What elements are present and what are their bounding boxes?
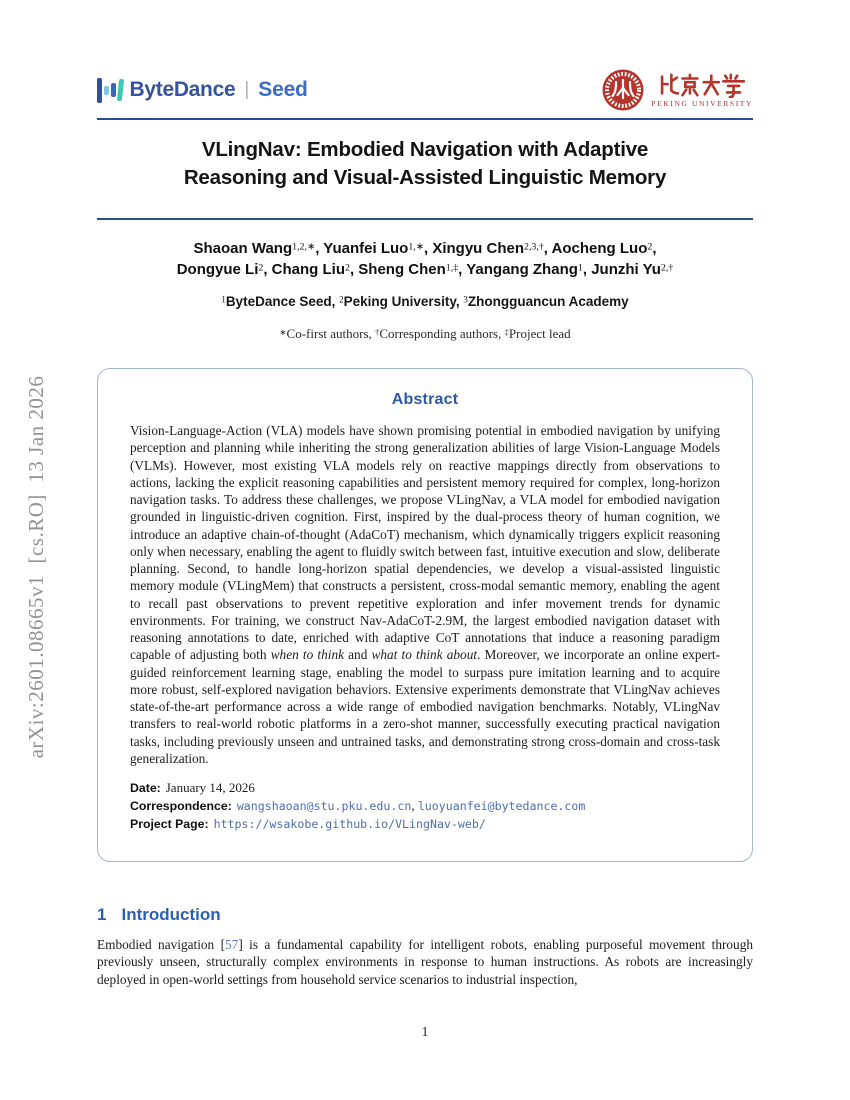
superscript-marker: 1 xyxy=(221,294,226,305)
text-segment: . Moreover, we incorporate an online expert-guided reinforcement learning stage, enabling the model to surpass pure imitation learning and to acquire more robust, self-explored navigation behaviors. Extensive experiments demonstrate that VLingNav achieves state-of-the-art performance across a wide range of embodied navigation benchmarks. Notably, VLingNav transfers to real-world robotic platforms in a zero-shot manner, successfully executing practical navigation tasks, including previously unseen and untrained tasks, and demonstrating strong cross-domain and cross-task generalization. xyxy=(130,647,720,766)
text-segment: , xyxy=(315,240,324,257)
text-segment: Chang Liu xyxy=(271,261,345,278)
arxiv-watermark: arXiv:2601.08665v1 [cs.RO] 13 Jan 2026 xyxy=(24,375,48,759)
citation-ref[interactable]: 57 xyxy=(225,937,239,952)
text-segment: Xingyu Chen xyxy=(432,240,525,257)
main-column xyxy=(97,0,753,1100)
text-segment: Co-first authors, xyxy=(286,326,376,341)
pku-chinese-characters xyxy=(656,72,748,98)
project-page-label: Project Page: xyxy=(130,817,209,831)
text-segment: Shaoan Wang xyxy=(193,240,293,257)
title-line-2: Reasoning and Visual-Assisted Linguistic Memory xyxy=(183,166,667,189)
email-link[interactable]: luoyuanfei@bytedance.com xyxy=(417,799,586,813)
text-segment: , xyxy=(349,261,359,278)
text-segment: Embodied navigation [ xyxy=(97,937,226,952)
header-rule xyxy=(97,118,753,120)
logo-bar-teal xyxy=(117,79,124,101)
abstract-heading: Abstract xyxy=(391,391,459,408)
text-segment: , xyxy=(331,294,340,309)
superscript-marker: 2,3,† xyxy=(524,241,544,253)
abstract-box xyxy=(97,368,753,862)
text-segment: Yangang Zhang xyxy=(466,261,578,278)
text-segment: when to think xyxy=(270,647,344,663)
page-number: 1 xyxy=(421,1024,429,1039)
superscript-marker: ‡ xyxy=(504,326,509,337)
logo-separator: | xyxy=(244,79,250,100)
text-segment: , xyxy=(263,261,272,278)
paper-title xyxy=(97,136,753,192)
text-segment: , xyxy=(455,294,464,309)
text-segment: , xyxy=(411,798,418,813)
text-segment: , xyxy=(424,240,433,257)
bytedance-logo-icon xyxy=(97,76,123,104)
text-segment: Aocheng Luo xyxy=(551,240,648,257)
header xyxy=(97,62,753,118)
intro-paragraph xyxy=(97,936,753,988)
affiliations xyxy=(97,294,753,309)
correspondence-line xyxy=(130,797,720,815)
date-label: Date: xyxy=(130,781,161,795)
text-segment: , xyxy=(582,261,592,278)
section-title: Introduction xyxy=(121,905,221,924)
text-segment: Junzhi Yu xyxy=(591,261,661,278)
seed-wordmark: Seed xyxy=(258,78,308,101)
text-segment: Peking University xyxy=(343,294,456,309)
superscript-marker: ∗ xyxy=(279,326,287,337)
pku-seal-icon xyxy=(601,68,645,112)
text-segment: Dongyue Li xyxy=(176,261,259,278)
text-segment: ByteDance Seed xyxy=(225,294,332,309)
superscript-marker: † xyxy=(375,326,380,337)
logo-bar-navy xyxy=(97,78,102,103)
bytedance-seed-logo xyxy=(97,76,308,104)
superscript-marker: 2 xyxy=(339,294,344,305)
email-link[interactable]: wangshaoan@stu.pku.edu.cn xyxy=(236,799,412,813)
text-segment: , xyxy=(543,240,552,257)
abstract-text xyxy=(130,422,720,767)
superscript-marker: 1,2,∗ xyxy=(292,241,316,253)
text-segment: Vision-Language-Action (VLA) models have shown promising potential in embodied navigation by unifying perception and planning while inheriting the strong generalization abilities of large Vision-Language Models (VLMs). However, most existing VLA models rely on reactive mappings directly from observations to actions, lacking the explicit reasoning capabilities and persistent memory required for complex, long-horizon navigation tasks. To address these challenges, we propose VLingNav, a VLA model for embodied navigation grounded in linguistic-driven cognition. First, inspired by the dual-process theory of human cognition, we introduce an adaptive chain-of-thought (AdaCoT) mechanism, which dynamically triggers explicit reasoning only when necessary, enabling the agent to fluidly switch between fast, intuitive execution and slow, deliberate planning. Second, to handle long-horizon spatial dependencies, we develop a visual-assisted linguistic memory module (VLingMem) that constructs a persistent, cross-modal semantic memory, enabling the agent to recall past observations to prevent repetitive exploration and infer movement trends for dynamic environments. For training, we construct Nav-AdaCoT-2.9M, the largest embodied navigation dataset with reasoning annotations to date, enriched with adaptive CoT annotations that induce a reasoning paradigm capable of adjusting both xyxy=(130,423,720,663)
text-segment: Project lead xyxy=(508,326,571,341)
title-line-1: VLingNav: Embodied Navigation with Adaptive xyxy=(201,138,649,161)
authors-line-1 xyxy=(97,240,753,257)
pku-english-label: PEKING UNIVERSITY xyxy=(651,99,753,108)
superscript-marker: 2 xyxy=(647,241,653,253)
superscript-marker: 1,‡ xyxy=(445,262,459,274)
title-rule xyxy=(97,218,753,220)
text-segment: what to think about xyxy=(371,647,478,663)
text-segment: , xyxy=(652,240,657,257)
meta-block xyxy=(130,779,720,833)
bytedance-wordmark: ByteDance xyxy=(129,78,236,101)
text-segment: Corresponding authors, xyxy=(379,326,505,341)
superscript-marker: 2 xyxy=(345,262,350,274)
date-line xyxy=(130,779,720,797)
text-segment: Zhongguancun Academy xyxy=(467,294,629,309)
project-page-line xyxy=(130,815,720,833)
superscript-marker: 1,∗ xyxy=(408,241,424,253)
project-page-link[interactable]: https://wsakobe.github.io/VLingNav-web/ xyxy=(213,817,486,831)
correspondence-label: Correspondence: xyxy=(130,799,232,813)
correspondence-emails xyxy=(237,798,586,813)
logo-bar-royal xyxy=(111,83,116,97)
superscript-marker: 2 xyxy=(258,262,264,274)
pku-text-block xyxy=(651,72,753,108)
text-segment: Yuanfei Luo xyxy=(323,240,409,257)
superscript-marker: 3 xyxy=(463,294,468,305)
section-heading xyxy=(97,905,221,925)
author-footnotes xyxy=(97,326,753,342)
text-segment: ] is a fundamental capability for intelligent robots, enabling purposeful movement through previously unseen, structurally complex environments in response to human instructions. As robots are increasingly deployed in open-world settings from household service scenarios to industrial inspection, xyxy=(97,937,753,987)
section-number: 1 xyxy=(97,905,107,924)
date-value: January 14, 2026 xyxy=(165,780,255,795)
logo-bar-sky xyxy=(104,86,109,95)
superscript-marker: 1 xyxy=(577,262,583,274)
superscript-marker: 2,† xyxy=(660,262,674,274)
text-segment: Sheng Chen xyxy=(358,261,446,278)
peking-university-logo xyxy=(601,68,753,112)
authors-line-2 xyxy=(97,261,753,278)
text-segment: , xyxy=(458,261,467,278)
text-segment: and xyxy=(344,647,372,663)
